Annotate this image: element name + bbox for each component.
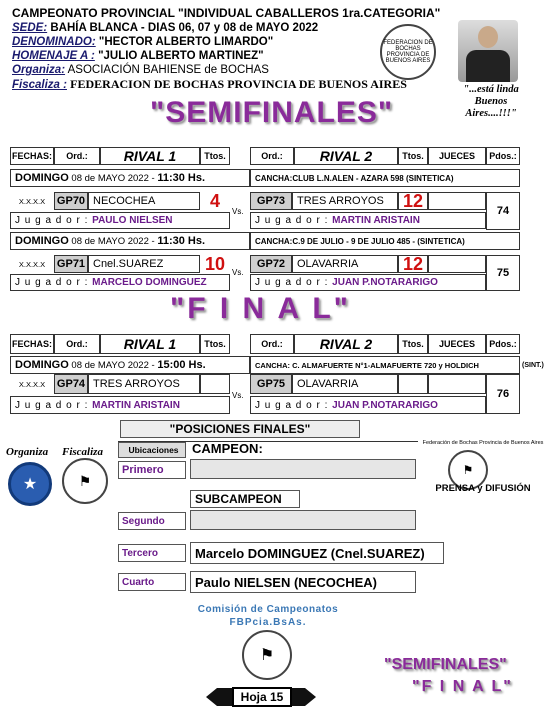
semi1-score2: 12 xyxy=(398,192,428,210)
semi1-xxxx: X.X.X.X xyxy=(10,192,54,210)
segundo-value xyxy=(190,510,416,530)
semi1-player1-row xyxy=(10,212,230,229)
federation-seal-top xyxy=(380,24,436,80)
primero-label: Primero xyxy=(118,461,186,479)
semi1-vs: Vs. xyxy=(232,207,244,216)
semi1-ord2: GP73 xyxy=(250,192,292,210)
semi1-team2: TRES ARROYOS xyxy=(292,192,398,210)
tercero-value: Marcelo DOMINGUEZ (Cnel.SUAREZ) xyxy=(190,542,444,564)
semi2-vs: Vs. xyxy=(232,268,244,277)
person-photo xyxy=(458,20,518,82)
posiciones-border xyxy=(118,418,418,442)
semi2-ord1: GP71 xyxy=(54,255,88,273)
denominado-line xyxy=(12,35,273,49)
final-date-row xyxy=(10,356,250,374)
semi1-player2-row xyxy=(250,212,486,229)
semi2-date-row xyxy=(10,232,250,250)
final-header-jueces: JUECES xyxy=(428,334,486,354)
semi1-jugador-label2: J u g a d o r : xyxy=(255,215,329,226)
final-player2-row xyxy=(250,396,486,414)
final-jugador-label2: J u g a d o r : xyxy=(255,399,329,411)
fiscaliza-logo: ⚑ xyxy=(62,458,108,504)
semi2-day: DOMINGO xyxy=(15,235,69,247)
semi1-ord1: GP70 xyxy=(54,192,88,210)
organiza-caption: Organiza xyxy=(6,446,49,458)
cuarto-value: Paulo NIELSEN (NECOCHEA) xyxy=(190,571,416,593)
sede-line xyxy=(12,21,318,35)
semi1-team1: NECOCHEA xyxy=(88,192,200,210)
footer-semifinales: "SEMIFINALES" xyxy=(384,656,507,673)
organiza-logo: ★ xyxy=(8,462,52,506)
final-ord2: GP75 xyxy=(250,374,292,394)
semi2-jueces xyxy=(428,255,486,273)
semi2-ord2: GP72 xyxy=(250,255,292,273)
header-rival2: RIVAL 2 xyxy=(294,147,398,165)
primero-value xyxy=(190,459,416,479)
organiza-value: ASOCIACIÓN BAHIENSE de BOCHAS xyxy=(67,64,269,76)
header-ttos: Ttos. xyxy=(200,147,230,165)
semi1-day: DOMINGO xyxy=(15,172,69,184)
sede-value: BAHÍA BLANCA - DIAS 06, 07 y 08 de MAYO 2022 xyxy=(50,22,319,34)
cuarto-label: Cuarto xyxy=(118,573,186,591)
semi1-player2: MARTIN ARISTAIN xyxy=(332,215,420,226)
semi2-xxxx: X.X.X.X xyxy=(10,255,54,273)
semi2-score2: 12 xyxy=(398,255,428,273)
final-ord1: GP74 xyxy=(54,374,88,394)
final-vs: Vs. xyxy=(232,391,244,400)
final-header-ttos: Ttos. xyxy=(200,334,230,354)
semi2-player2: JUAN P.NOTARARIGO xyxy=(332,277,438,288)
prensa-caption: PRENSA y DIFUSIÓN xyxy=(435,483,531,494)
semi2-score1: 10 xyxy=(200,255,230,273)
header-jueces: JUECES xyxy=(428,147,486,165)
footer-final: "F I N A L" xyxy=(412,678,513,695)
final-header-rival1: RIVAL 1 xyxy=(100,334,200,354)
homenaje-line xyxy=(12,49,264,63)
ubicaciones-label: Ubicaciones xyxy=(118,442,186,458)
federacion-caption: Federación de Bochas Provincia de Buenos Aires xyxy=(422,440,544,446)
final-score2 xyxy=(398,374,428,394)
denominado-label: DENOMINADO: xyxy=(12,36,96,48)
semi2-pdos: 75 xyxy=(486,255,520,291)
semi1-jueces xyxy=(428,192,486,210)
header-ord: Ord.: xyxy=(54,147,100,165)
header-ttos2: Ttos. xyxy=(398,147,428,165)
final-title: "F I N A L" xyxy=(170,292,351,325)
semi2-date: 08 de MAYO 2022 - xyxy=(71,235,155,247)
comision-line2: FBPcia.BsAs. xyxy=(229,617,307,628)
final-day: DOMINGO xyxy=(15,359,69,371)
semi1-pdos: 74 xyxy=(486,192,520,230)
semifinales-title: "SEMIFINALES" xyxy=(150,96,394,129)
homenaje-value: "JULIO ALBERTO MARTINEZ" xyxy=(98,50,264,62)
final-header-ttos2: Ttos. xyxy=(398,334,428,354)
semi1-score1: 4 xyxy=(200,192,230,210)
organiza-line xyxy=(12,63,269,77)
semi1-time: 11:30 Hs. xyxy=(157,172,206,184)
fiscaliza-label: Fiscaliza : xyxy=(12,79,67,91)
semi1-cancha: CANCHA:CLUB L.N.ALEN - AZARA 598 (SINTETICA) xyxy=(250,169,520,187)
header-pdos: Pdos.: xyxy=(486,147,520,165)
semi2-player2-row xyxy=(250,274,486,291)
final-jueces xyxy=(428,374,486,394)
semi2-team1: Cnel.SUAREZ xyxy=(88,255,200,273)
semi2-time: 11:30 Hs. xyxy=(157,235,206,247)
semi1-date: 08 de MAYO 2022 - xyxy=(71,172,155,184)
tournament-title: CAMPEONATO PROVINCIAL "INDIVIDUAL CABALLEROS 1ra.CATEGORIA" xyxy=(12,6,441,20)
final-date: 08 de MAYO 2022 - xyxy=(71,359,155,371)
semi2-player1: MARCELO DOMINGUEZ xyxy=(92,277,207,288)
hoja-label: Hoja 15 xyxy=(232,687,292,707)
final-time: 15:00 Hs. xyxy=(157,359,206,371)
final-pdos: 76 xyxy=(486,374,520,414)
final-header-fechas: FECHAS: xyxy=(10,334,54,354)
final-score1 xyxy=(200,374,230,394)
comision-logo: ⚑ xyxy=(242,630,292,680)
prensa-logo: ⚑ xyxy=(448,450,488,490)
subcampeon-label: SUBCAMPEON xyxy=(190,490,300,508)
fiscaliza-value: FEDERACION DE BOCHAS PROVINCIA DE BUENOS AIRES xyxy=(70,77,407,91)
final-player2: JUAN P.NOTARARIGO xyxy=(332,399,438,411)
final-sint: (SINT.) xyxy=(522,362,544,369)
fiscaliza-caption: Fiscaliza xyxy=(62,446,103,458)
final-header-ord: Ord.: xyxy=(54,334,100,354)
final-jugador-label: J u g a d o r : xyxy=(15,399,89,411)
denominado-value: "HECTOR ALBERTO LIMARDO" xyxy=(98,36,274,48)
sede-label: SEDE: xyxy=(12,22,48,34)
homenaje-label: HOMENAJE A : xyxy=(12,50,95,62)
final-xxxx: X.X.X.X xyxy=(10,374,54,394)
final-player1: MARTIN ARISTAIN xyxy=(92,399,180,411)
organiza-label: Organiza: xyxy=(12,64,66,76)
semi2-cancha: CANCHA:C.9 DE JULIO - 9 DE JULIO 485 - (SINTETICA) xyxy=(250,232,520,250)
comision-line1: Comisión de Campeonatos xyxy=(197,604,339,615)
fiscaliza-line xyxy=(12,77,407,92)
semi2-team2: OLAVARRIA xyxy=(292,255,398,273)
final-header-rival2: RIVAL 2 xyxy=(294,334,398,354)
tercero-label: Tercero xyxy=(118,544,186,562)
quote: "...está linda Buenos Aires....!!!" xyxy=(463,84,519,119)
semi2-jugador-label: J u g a d o r : xyxy=(15,277,89,288)
final-header-ord2: Ord.: xyxy=(250,334,294,354)
final-player1-row xyxy=(10,396,230,414)
header-ord2: Ord.: xyxy=(250,147,294,165)
semi1-date-row xyxy=(10,169,250,187)
final-cancha: CANCHA: C. ALMAFUERTE N°1-ALMAFUERTE 720 y HOLDICH xyxy=(250,356,520,374)
posiciones-title: "POSICIONES FINALES" xyxy=(120,420,360,438)
semi1-jugador-label: J u g a d o r : xyxy=(15,215,89,226)
segundo-label: Segundo xyxy=(118,512,186,530)
semi1-player1: PAULO NIELSEN xyxy=(92,215,173,226)
seal-text: FEDERACION DE BOCHAS PROVINCIA DE BUENOS AIRES xyxy=(383,40,433,64)
campeon-label: CAMPEON: xyxy=(192,441,263,456)
final-team2: OLAVARRIA xyxy=(292,374,398,394)
semi2-jugador-label2: J u g a d o r : xyxy=(255,277,329,288)
header-fechas: FECHAS: xyxy=(10,147,54,165)
header-rival1: RIVAL 1 xyxy=(100,147,200,165)
final-team1: TRES ARROYOS xyxy=(88,374,200,394)
semi2-player1-row xyxy=(10,274,230,291)
final-header-pdos: Pdos.: xyxy=(486,334,520,354)
